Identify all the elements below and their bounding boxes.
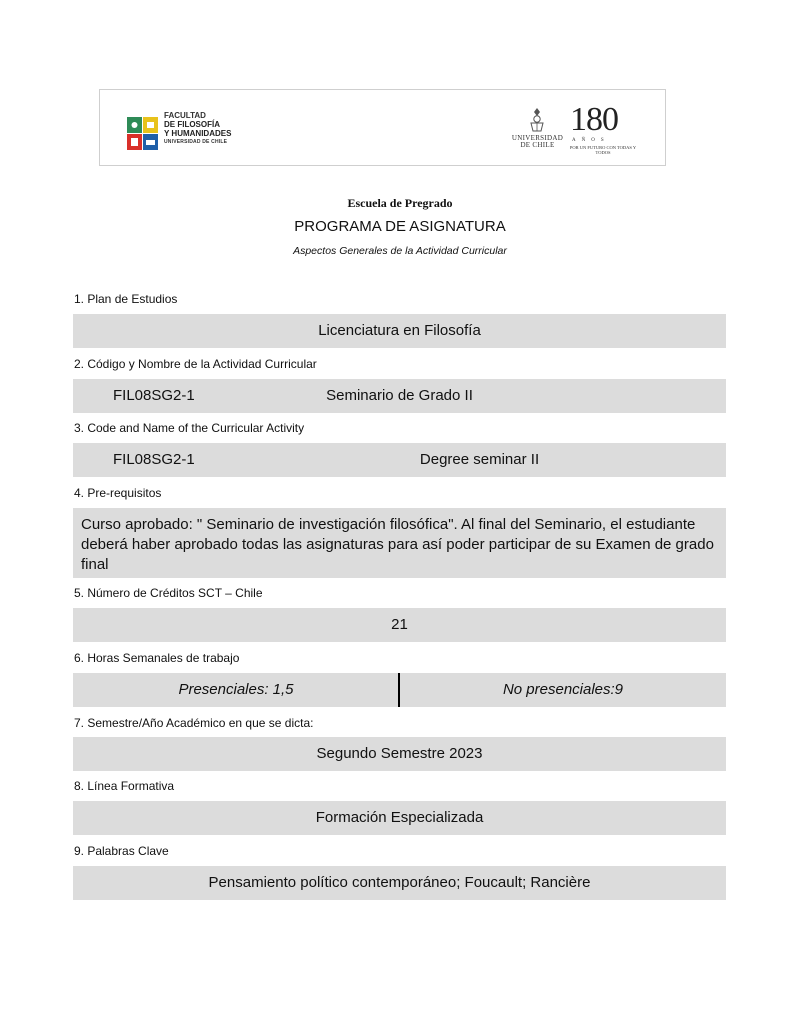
activity-code-en: FIL08SG2-1 [113, 451, 195, 468]
hours-presencial: Presenciales: 1,5 [178, 681, 294, 698]
credits-label: 5. Número de Créditos SCT – Chile [74, 586, 263, 600]
line-label: 8. Línea Formativa [74, 779, 175, 793]
keywords-label: 9. Palabras Clave [74, 844, 169, 858]
faculty-shield-icon [126, 116, 159, 151]
keywords-value: Pensamiento político contemporáneo; Foucault; Rancière [208, 874, 591, 891]
anniversary-number: 180 [570, 101, 618, 138]
credits-value: 21 [391, 616, 408, 633]
school-title: Escuela de Pregrado [347, 196, 453, 210]
plan-value: Licenciatura en Filosofía [318, 322, 481, 339]
activity-name: Seminario de Grado II [326, 387, 473, 404]
anniversary-logo [510, 101, 637, 155]
hours-label: 6. Horas Semanales de trabajo [74, 651, 240, 665]
code-name-label: 2. Código y Nombre de la Actividad Curricular [74, 357, 317, 371]
program-title: PROGRAMA DE ASIGNATURA [294, 218, 506, 235]
university-name: UNIVERSIDAD DE CHILE [511, 134, 564, 149]
plan-label: 1. Plan de Estudios [74, 292, 178, 306]
prereq-value: Curso aprobado: " Seminario de investigación filosófica". Al final del Seminario, el estudiante deberá haber aprobado todas las asignaturas para así poder participar de su Examen de grado final [81, 516, 714, 573]
prereq-label: 4. Pre-requisitos [74, 486, 162, 500]
plan-field [73, 314, 726, 348]
program-subtitle: Aspectos Generales de la Actividad Curricular [293, 245, 507, 257]
hours-field [73, 673, 726, 707]
activity-name-en: Degree seminar II [419, 451, 540, 468]
hours-no-presencial: No presenciales:9 [502, 681, 624, 698]
faculty-line2: DE FILOSOFÍA [164, 120, 220, 129]
line-value: Formación Especializada [315, 809, 484, 826]
line-field [73, 801, 726, 835]
faculty-logo [126, 110, 246, 152]
anniversary-slogan: POR UN FUTURO CON TODAS Y TODOS [569, 145, 637, 155]
code-name-en-field [73, 443, 726, 477]
prereq-field [73, 508, 726, 578]
university-emblem-icon [528, 107, 546, 133]
credits-field [73, 608, 726, 642]
semester-label: 7. Semestre/Año Académico en que se dicta: [74, 716, 314, 730]
semester-field [73, 737, 726, 771]
header-banner [99, 89, 666, 166]
anniversary-years: AÑOS [572, 138, 610, 143]
code-name-field [73, 379, 726, 413]
faculty-name [164, 111, 231, 147]
faculty-line1: FACULTAD [164, 111, 206, 120]
code-name-en-label: 3. Code and Name of the Curricular Activity [74, 421, 305, 435]
activity-code: FIL08SG2-1 [113, 387, 195, 404]
keywords-field [73, 866, 726, 900]
faculty-line3: Y HUMANIDADES [164, 129, 232, 138]
semester-value: Segundo Semestre 2023 [316, 745, 483, 762]
faculty-line4: UNIVERSIDAD DE CHILE [164, 139, 228, 145]
